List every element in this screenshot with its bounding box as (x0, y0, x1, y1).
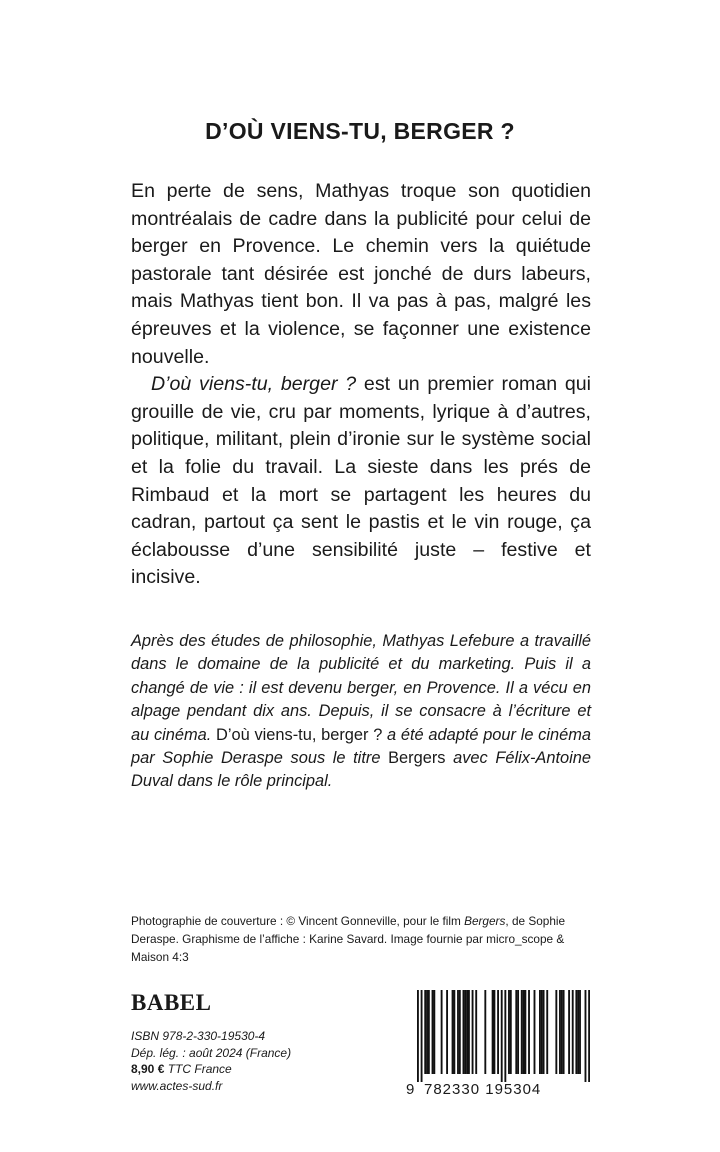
barcode-bar (541, 990, 543, 1074)
barcode-bar (472, 990, 474, 1074)
price-suffix: TTC France (164, 1062, 232, 1076)
barcode-bar (588, 990, 590, 1082)
barcode-bar (521, 990, 523, 1074)
barcode-bar (493, 990, 495, 1074)
barcode-bar (424, 990, 426, 1074)
photo-credits (131, 912, 591, 966)
barcode-bar (534, 990, 536, 1074)
ean-barcode (406, 990, 590, 1082)
barcode-bar (575, 990, 577, 1074)
book-blurb (131, 178, 591, 592)
barcode-bar (585, 990, 587, 1082)
barcode-bar (457, 990, 459, 1074)
barcode-bar (433, 990, 435, 1074)
barcode-bar (510, 990, 512, 1074)
barcode-bar (515, 990, 517, 1074)
barcode-bar (543, 990, 545, 1074)
blurb-book-title: D’où viens-tu, berger ? (151, 373, 357, 396)
barcode-rest-digits: 782330 195304 (424, 1081, 542, 1098)
legal-deposit: Dép. lég. : août 2024 (France) (131, 1045, 292, 1060)
barcode-bar (546, 990, 548, 1074)
credits-film-title: Bergers (464, 914, 506, 928)
barcode-bar (572, 990, 574, 1074)
barcode-bar (453, 990, 455, 1074)
barcode-bar (561, 990, 563, 1074)
barcode-bar (563, 990, 565, 1074)
barcode-bar (568, 990, 570, 1074)
barcode-bar (555, 990, 557, 1074)
barcode-bar (459, 990, 461, 1074)
bio-text-3: avec Félix-Antoine Duval dans le rôle principal. (131, 749, 591, 791)
barcode-bar (468, 990, 470, 1074)
barcode-bar (432, 990, 434, 1074)
barcode-bar (484, 990, 486, 1074)
blurb-paragraph-1: En perte de sens, Mathyas troque son quotidien montréalais de cadre dans la publicité pour celui de berger en Provence. Le chemin vers la quiétude pastorale tant désirée est jonché de durs labeurs, mais Mathyas tient bon. Il va pas à pas, malgré les épreuves et la violence, se façonner une existence nouvelle. (131, 180, 591, 368)
back-cover-title: D’OÙ VIENS-TU, BERGER ? (205, 118, 515, 144)
barcode-bar (523, 990, 525, 1074)
barcode-bar (559, 990, 561, 1074)
barcode-bar (517, 990, 519, 1074)
barcode-bar (421, 990, 423, 1082)
barcode-bar (428, 990, 430, 1074)
blurb-paragraph-2 (131, 371, 591, 592)
barcode-bar (463, 990, 465, 1074)
barcode-bar (492, 990, 494, 1074)
author-bio (131, 630, 591, 794)
barcode-bar (579, 990, 581, 1074)
price-value: 8,90 € (131, 1062, 165, 1076)
barcode-bar (441, 990, 443, 1074)
bio-text-2: a été adapté pour le cinéma par Sophie Deraspe sous le titre (131, 725, 592, 768)
bio-book-title: D’où viens-tu, berger ? (216, 725, 383, 744)
barcode-bar (426, 990, 428, 1074)
barcode-bar (475, 990, 477, 1074)
publication-info (131, 1028, 291, 1094)
barcode-bar (446, 990, 448, 1074)
bio-text-1: Après des études de philosophie, Mathyas Lefebure a travaillé dans le domaine de la publicité et du marketing. Puis il a changé de vie : il est devenu berger, en Provence. Il a vécu en alpage pendant dix ans. Depuis, il se consacre à l’écriture et au cinéma. (131, 632, 591, 744)
barcode-bar (504, 990, 506, 1082)
barcode-bar (452, 990, 454, 1074)
publisher-website: www.actes-sud.fr (131, 1078, 223, 1093)
credits-text-2: , de Sophie Deraspe. Graphisme de l’affiche : Karine Savard. Image fournie par micro_scope & Maison 4:3 (131, 914, 566, 964)
blurb-paragraph-2-text: est un premier roman qui grouille de vie, cru par moments, lyrique à d’autres, politique, militant, plein d’ironie sur le système social et la folie du travail. La sieste dans les prés de Rimbaud et la mort se partagent les heures du cadran, partout ça sent le pastis et le vin rouge, ça éclabousse d’une sensibilité juste – festive et incisive. (131, 373, 591, 589)
bio-film-title: Bergers (388, 749, 446, 768)
barcode-bar (539, 990, 541, 1074)
barcode-bar (417, 990, 419, 1082)
barcode-bar (497, 990, 499, 1074)
barcode-bar (528, 990, 530, 1074)
barcode-first-digit: 9 (406, 1081, 416, 1098)
barcode-bar (508, 990, 510, 1074)
publisher-logo: BABEL (131, 990, 212, 1015)
price (131, 1061, 291, 1078)
isbn: ISBN 978-2-330-19530-4 (131, 1029, 266, 1043)
barcode-bar (501, 990, 503, 1082)
barcode-bar (524, 990, 526, 1074)
barcode-bar (577, 990, 579, 1074)
barcode-bar (464, 990, 466, 1074)
barcode-bar (466, 990, 468, 1074)
credits-text-1: Photographie de couverture : © Vincent Gonneville, pour le film (131, 914, 465, 928)
barcode-bars (406, 990, 590, 1082)
